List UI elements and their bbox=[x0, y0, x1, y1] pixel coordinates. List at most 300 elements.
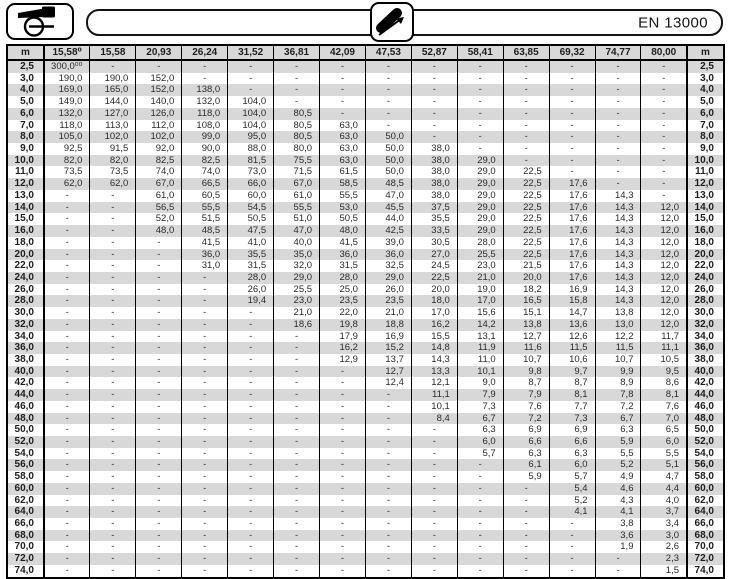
capacity-cell: - bbox=[228, 342, 274, 354]
capacity-cell: - bbox=[457, 518, 503, 530]
capacity-cell: - bbox=[182, 284, 228, 296]
boom-length-header: 15,58⁰ bbox=[44, 45, 90, 60]
capacity-cell: - bbox=[44, 295, 90, 307]
capacity-cell: 6,3 bbox=[549, 448, 595, 460]
capacity-cell: 9,9 bbox=[595, 366, 641, 378]
capacity-cell: - bbox=[457, 495, 503, 507]
radius-cell: 34,0 bbox=[687, 331, 724, 343]
capacity-cell: 7,6 bbox=[641, 401, 687, 413]
capacity-cell: - bbox=[90, 530, 136, 542]
capacity-cell: 61,0 bbox=[274, 190, 320, 202]
capacity-cell: 28,0 bbox=[228, 272, 274, 284]
radius-cell: 30,0 bbox=[7, 307, 44, 319]
capacity-cell: - bbox=[365, 73, 411, 85]
capacity-cell: - bbox=[136, 424, 182, 436]
radius-cell: 26,0 bbox=[7, 284, 44, 296]
capacity-cell: - bbox=[503, 565, 549, 578]
table-row bbox=[7, 530, 724, 542]
capacity-cell: 73,5 bbox=[90, 166, 136, 178]
radius-cell: 44,0 bbox=[687, 389, 724, 401]
capacity-cell: - bbox=[365, 108, 411, 120]
capacity-cell: - bbox=[641, 190, 687, 202]
capacity-cell: 41,0 bbox=[228, 237, 274, 249]
boom-length-header: 52,87 bbox=[411, 45, 457, 60]
capacity-cell: - bbox=[365, 471, 411, 483]
table-row bbox=[7, 60, 724, 73]
capacity-cell: - bbox=[44, 366, 90, 378]
radius-cell: 68,0 bbox=[7, 530, 44, 542]
capacity-cell: - bbox=[44, 307, 90, 319]
capacity-cell: - bbox=[274, 377, 320, 389]
capacity-cell: - bbox=[365, 459, 411, 471]
capacity-cell: - bbox=[503, 553, 549, 565]
radius-cell: 34,0 bbox=[7, 331, 44, 343]
capacity-cell: 31,5 bbox=[228, 260, 274, 272]
capacity-cell: - bbox=[274, 553, 320, 565]
capacity-cell: 15,6 bbox=[457, 307, 503, 319]
table-row bbox=[7, 120, 724, 132]
capacity-cell: - bbox=[44, 260, 90, 272]
table-row bbox=[7, 565, 724, 578]
capacity-cell: 11,1 bbox=[411, 389, 457, 401]
boom-length-header: 31,52 bbox=[228, 45, 274, 60]
capacity-cell: - bbox=[228, 436, 274, 448]
capacity-cell: - bbox=[182, 307, 228, 319]
capacity-cell: 104,0 bbox=[228, 96, 274, 108]
capacity-cell: 5,2 bbox=[595, 459, 641, 471]
table-row bbox=[7, 237, 724, 249]
capacity-cell: 112,0 bbox=[136, 120, 182, 132]
capacity-cell: 53,0 bbox=[320, 202, 366, 214]
capacity-cell: - bbox=[136, 366, 182, 378]
capacity-cell: - bbox=[503, 483, 549, 495]
capacity-cell: 45,5 bbox=[365, 202, 411, 214]
table-row bbox=[7, 260, 724, 272]
capacity-cell: 60,5 bbox=[182, 190, 228, 202]
unit-header-right: m bbox=[687, 45, 724, 60]
capacity-cell: - bbox=[503, 120, 549, 132]
capacity-cell: 31,5 bbox=[320, 260, 366, 272]
radius-cell: 52,0 bbox=[7, 436, 44, 448]
capacity-cell: 16,2 bbox=[411, 319, 457, 331]
capacity-cell: 48,5 bbox=[182, 225, 228, 237]
capacity-cell: - bbox=[503, 108, 549, 120]
capacity-cell: - bbox=[457, 143, 503, 155]
capacity-cell: 17,6 bbox=[549, 213, 595, 225]
capacity-cell: 41,5 bbox=[182, 237, 228, 249]
capacity-cell: 71,5 bbox=[274, 166, 320, 178]
capacity-cell: - bbox=[44, 342, 90, 354]
capacity-cell: - bbox=[44, 448, 90, 460]
capacity-cell: - bbox=[182, 424, 228, 436]
radius-cell: 12,0 bbox=[7, 178, 44, 190]
capacity-cell: 99,0 bbox=[182, 131, 228, 143]
capacity-cell: 4,0 bbox=[641, 495, 687, 507]
capacity-cell: - bbox=[136, 471, 182, 483]
capacity-cell: - bbox=[365, 389, 411, 401]
capacity-cell: 38,0 bbox=[411, 143, 457, 155]
capacity-cell: 50,0 bbox=[365, 131, 411, 143]
capacity-cell: - bbox=[136, 319, 182, 331]
capacity-cell: - bbox=[136, 260, 182, 272]
capacity-cell: - bbox=[503, 96, 549, 108]
capacity-cell: - bbox=[411, 506, 457, 518]
capacity-cell: - bbox=[44, 413, 90, 425]
table-row bbox=[7, 424, 724, 436]
capacity-cell: 5,5 bbox=[595, 448, 641, 460]
capacity-cell: - bbox=[182, 354, 228, 366]
capacity-cell: - bbox=[365, 506, 411, 518]
capacity-cell: 47,5 bbox=[228, 225, 274, 237]
capacity-cell: - bbox=[274, 389, 320, 401]
radius-cell: 72,0 bbox=[687, 553, 724, 565]
capacity-cell: - bbox=[136, 60, 182, 73]
capacity-cell: 132,0 bbox=[182, 96, 228, 108]
capacity-cell: 6,9 bbox=[503, 424, 549, 436]
capacity-cell: - bbox=[228, 483, 274, 495]
capacity-cell: 12,0 bbox=[641, 237, 687, 249]
capacity-cell: - bbox=[457, 541, 503, 553]
capacity-cell: 9,5 bbox=[641, 366, 687, 378]
capacity-cell: 40,0 bbox=[274, 237, 320, 249]
capacity-cell: 12,0 bbox=[641, 225, 687, 237]
table-row bbox=[7, 389, 724, 401]
capacity-cell: - bbox=[182, 366, 228, 378]
capacity-cell: 63,0 bbox=[320, 143, 366, 155]
capacity-cell: - bbox=[320, 506, 366, 518]
table-row bbox=[7, 483, 724, 495]
capacity-cell: - bbox=[182, 565, 228, 578]
capacity-cell: 127,0 bbox=[90, 108, 136, 120]
capacity-cell: - bbox=[44, 389, 90, 401]
capacity-cell: - bbox=[182, 530, 228, 542]
capacity-cell: 17,6 bbox=[549, 178, 595, 190]
capacity-cell: - bbox=[365, 413, 411, 425]
capacity-cell: 17,6 bbox=[549, 190, 595, 202]
capacity-cell: - bbox=[411, 565, 457, 578]
capacity-cell: - bbox=[136, 413, 182, 425]
capacity-cell: 105,0 bbox=[44, 131, 90, 143]
capacity-cell: - bbox=[90, 225, 136, 237]
table-row bbox=[7, 73, 724, 85]
capacity-cell: - bbox=[90, 483, 136, 495]
capacity-cell: - bbox=[90, 506, 136, 518]
capacity-cell: - bbox=[136, 295, 182, 307]
capacity-cell: 118,0 bbox=[182, 108, 228, 120]
capacity-cell: - bbox=[549, 553, 595, 565]
capacity-cell: - bbox=[182, 295, 228, 307]
capacity-cell: 13,3 bbox=[411, 366, 457, 378]
radius-cell: 60,0 bbox=[687, 483, 724, 495]
capacity-cell: 20,0 bbox=[411, 284, 457, 296]
capacity-cell: 25,5 bbox=[274, 284, 320, 296]
capacity-cell: 11,1 bbox=[641, 342, 687, 354]
capacity-cell: 13,0 bbox=[595, 319, 641, 331]
radius-cell: 32,0 bbox=[687, 319, 724, 331]
capacity-cell: - bbox=[136, 541, 182, 553]
capacity-cell: 1,5 bbox=[641, 565, 687, 578]
capacity-cell: - bbox=[503, 155, 549, 167]
capacity-cell: 6,3 bbox=[595, 424, 641, 436]
capacity-cell: - bbox=[90, 319, 136, 331]
capacity-cell: 12,0 bbox=[641, 307, 687, 319]
capacity-cell: - bbox=[90, 237, 136, 249]
capacity-cell: 55,5 bbox=[182, 202, 228, 214]
capacity-cell: 50,5 bbox=[320, 213, 366, 225]
radius-cell: 7,0 bbox=[687, 120, 724, 132]
capacity-cell: - bbox=[182, 272, 228, 284]
capacity-cell: - bbox=[457, 60, 503, 73]
boom-length-header: 42,09 bbox=[320, 45, 366, 60]
capacity-cell: 12,0 bbox=[641, 295, 687, 307]
capacity-cell: 17,6 bbox=[549, 225, 595, 237]
capacity-cell: 11,9 bbox=[457, 342, 503, 354]
capacity-cell: - bbox=[90, 541, 136, 553]
capacity-cell: 47,0 bbox=[365, 190, 411, 202]
capacity-cell: 80,5 bbox=[274, 108, 320, 120]
capacity-cell: - bbox=[136, 448, 182, 460]
capacity-cell: - bbox=[549, 518, 595, 530]
radius-cell: 54,0 bbox=[7, 448, 44, 460]
capacity-cell: 36,0 bbox=[182, 249, 228, 261]
table-row bbox=[7, 448, 724, 460]
capacity-cell: 63,0 bbox=[320, 155, 366, 167]
capacity-cell: 28,0 bbox=[457, 237, 503, 249]
capacity-cell: 138,0 bbox=[182, 84, 228, 96]
capacity-cell: 5,7 bbox=[457, 448, 503, 460]
capacity-cell: - bbox=[274, 495, 320, 507]
capacity-cell: - bbox=[365, 565, 411, 578]
capacity-cell: 18,2 bbox=[503, 284, 549, 296]
capacity-cell: 19,4 bbox=[228, 295, 274, 307]
capacity-cell: - bbox=[274, 413, 320, 425]
radius-cell: 50,0 bbox=[7, 424, 44, 436]
capacity-cell: - bbox=[90, 249, 136, 261]
capacity-cell: 17,9 bbox=[320, 331, 366, 343]
capacity-cell: - bbox=[90, 213, 136, 225]
capacity-cell: 29,0 bbox=[457, 213, 503, 225]
radius-cell: 10,0 bbox=[7, 155, 44, 167]
capacity-cell: 190,0 bbox=[44, 73, 90, 85]
capacity-cell: 80,5 bbox=[274, 120, 320, 132]
capacity-cell: 17,6 bbox=[549, 237, 595, 249]
capacity-cell: 12,9 bbox=[320, 354, 366, 366]
capacity-cell: 5,5 bbox=[641, 448, 687, 460]
capacity-cell: 82,5 bbox=[136, 155, 182, 167]
capacity-cell: 28,0 bbox=[320, 272, 366, 284]
capacity-cell: 54,5 bbox=[228, 202, 274, 214]
radius-cell: 3,0 bbox=[7, 73, 44, 85]
capacity-cell: 6,1 bbox=[503, 459, 549, 471]
capacity-cell: 14,3 bbox=[595, 284, 641, 296]
table-row bbox=[7, 553, 724, 565]
capacity-cell: 6,3 bbox=[457, 424, 503, 436]
capacity-cell: - bbox=[228, 389, 274, 401]
capacity-cell: 6,7 bbox=[457, 413, 503, 425]
capacity-cell: 38,0 bbox=[411, 155, 457, 167]
capacity-cell: - bbox=[549, 96, 595, 108]
capacity-cell: - bbox=[320, 448, 366, 460]
capacity-cell: 17,6 bbox=[549, 202, 595, 214]
boom-length-header: 15,58 bbox=[90, 45, 136, 60]
capacity-cell: - bbox=[228, 506, 274, 518]
capacity-cell: 7,0 bbox=[641, 413, 687, 425]
capacity-cell: - bbox=[228, 459, 274, 471]
capacity-cell: 22,5 bbox=[503, 166, 549, 178]
capacity-cell: - bbox=[182, 60, 228, 73]
radius-cell: 5,0 bbox=[7, 96, 44, 108]
capacity-cell: 51,5 bbox=[182, 213, 228, 225]
capacity-cell: 80,5 bbox=[274, 131, 320, 143]
capacity-cell: 92,0 bbox=[136, 143, 182, 155]
capacity-cell: 29,0 bbox=[457, 178, 503, 190]
capacity-cell: 95,0 bbox=[228, 131, 274, 143]
capacity-cell: - bbox=[182, 506, 228, 518]
capacity-cell: 29,0 bbox=[274, 272, 320, 284]
capacity-cell: 5,7 bbox=[549, 471, 595, 483]
radius-cell: 72,0 bbox=[7, 553, 44, 565]
capacity-cell: - bbox=[411, 541, 457, 553]
capacity-cell: 13,6 bbox=[549, 319, 595, 331]
radius-cell: 48,0 bbox=[7, 413, 44, 425]
capacity-cell: - bbox=[320, 108, 366, 120]
boom-length-header: 36,81 bbox=[274, 45, 320, 60]
capacity-cell: 26,0 bbox=[228, 284, 274, 296]
capacity-cell: 15,8 bbox=[549, 295, 595, 307]
capacity-cell: - bbox=[90, 295, 136, 307]
capacity-cell: 18,6 bbox=[274, 319, 320, 331]
radius-cell: 10,0 bbox=[687, 155, 724, 167]
radius-cell: 46,0 bbox=[687, 401, 724, 413]
capacity-cell: 11,5 bbox=[595, 342, 641, 354]
capacity-cell: - bbox=[320, 518, 366, 530]
capacity-cell: - bbox=[228, 553, 274, 565]
radius-cell: 18,0 bbox=[7, 237, 44, 249]
capacity-cell: 190,0 bbox=[90, 73, 136, 85]
capacity-cell: 50,0 bbox=[365, 166, 411, 178]
table-row bbox=[7, 331, 724, 343]
capacity-cell: - bbox=[549, 565, 595, 578]
capacity-cell: 48,5 bbox=[365, 178, 411, 190]
capacity-cell: 67,0 bbox=[136, 178, 182, 190]
capacity-cell: 3,4 bbox=[641, 518, 687, 530]
capacity-cell: - bbox=[228, 530, 274, 542]
capacity-cell: - bbox=[228, 354, 274, 366]
capacity-cell: - bbox=[641, 178, 687, 190]
capacity-cell: - bbox=[182, 448, 228, 460]
capacity-cell: 5,2 bbox=[549, 495, 595, 507]
capacity-cell: 22,5 bbox=[503, 213, 549, 225]
capacity-cell: - bbox=[274, 73, 320, 85]
capacity-cell: - bbox=[320, 459, 366, 471]
capacity-cell: 14,3 bbox=[595, 272, 641, 284]
radius-cell: 56,0 bbox=[687, 459, 724, 471]
capacity-cell: 15,1 bbox=[503, 307, 549, 319]
capacity-cell: 12,0 bbox=[641, 213, 687, 225]
capacity-cell: - bbox=[182, 319, 228, 331]
capacity-cell: - bbox=[457, 459, 503, 471]
capacity-cell: 10,7 bbox=[503, 354, 549, 366]
capacity-cell: 22,5 bbox=[411, 272, 457, 284]
capacity-cell: - bbox=[136, 495, 182, 507]
capacity-cell: - bbox=[44, 424, 90, 436]
capacity-cell: - bbox=[44, 530, 90, 542]
radius-cell: 22,0 bbox=[687, 260, 724, 272]
capacity-cell: 30,5 bbox=[411, 237, 457, 249]
capacity-cell: - bbox=[90, 459, 136, 471]
capacity-cell: - bbox=[136, 459, 182, 471]
standard-label: EN 13000 bbox=[638, 14, 708, 31]
capacity-cell: 4,9 bbox=[595, 471, 641, 483]
capacity-cell: 13,8 bbox=[595, 307, 641, 319]
capacity-cell: 9,0 bbox=[457, 377, 503, 389]
table-row bbox=[7, 307, 724, 319]
radius-cell: 28,0 bbox=[687, 295, 724, 307]
capacity-cell: 6,0 bbox=[457, 436, 503, 448]
capacity-cell: - bbox=[90, 190, 136, 202]
capacity-cell: - bbox=[411, 73, 457, 85]
capacity-cell: - bbox=[457, 120, 503, 132]
capacity-cell: - bbox=[136, 377, 182, 389]
capacity-cell: - bbox=[136, 401, 182, 413]
capacity-cell: 4,6 bbox=[595, 483, 641, 495]
radius-cell: 13,0 bbox=[7, 190, 44, 202]
capacity-cell: 13,7 bbox=[365, 354, 411, 366]
capacity-cell: 29,0 bbox=[457, 202, 503, 214]
capacity-cell: 32,5 bbox=[365, 260, 411, 272]
table-row bbox=[7, 377, 724, 389]
capacity-cell: 12,0 bbox=[641, 249, 687, 261]
capacity-cell: - bbox=[44, 225, 90, 237]
capacity-cell: 9,8 bbox=[503, 366, 549, 378]
capacity-cell: - bbox=[44, 471, 90, 483]
capacity-cell: 66,0 bbox=[228, 178, 274, 190]
radius-cell: 6,0 bbox=[687, 108, 724, 120]
capacity-cell: 7,8 bbox=[595, 389, 641, 401]
capacity-cell: 50,5 bbox=[228, 213, 274, 225]
capacity-cell: - bbox=[641, 73, 687, 85]
capacity-cell: - bbox=[365, 96, 411, 108]
capacity-cell: - bbox=[503, 530, 549, 542]
capacity-cell: 7,2 bbox=[503, 413, 549, 425]
radius-cell: 74,0 bbox=[687, 565, 724, 578]
table-row bbox=[7, 213, 724, 225]
radius-cell: 30,0 bbox=[687, 307, 724, 319]
capacity-cell: 62,0 bbox=[90, 178, 136, 190]
capacity-cell: 82,5 bbox=[182, 155, 228, 167]
capacity-cell: 24,5 bbox=[411, 260, 457, 272]
capacity-cell: - bbox=[90, 389, 136, 401]
capacity-cell: - bbox=[136, 565, 182, 578]
table-row bbox=[7, 436, 724, 448]
capacity-cell: 12,0 bbox=[641, 272, 687, 284]
capacity-cell: - bbox=[44, 565, 90, 578]
capacity-cell: 22,5 bbox=[503, 190, 549, 202]
capacity-cell: - bbox=[457, 553, 503, 565]
capacity-cell: - bbox=[228, 424, 274, 436]
radius-cell: 66,0 bbox=[687, 518, 724, 530]
capacity-cell: - bbox=[595, 73, 641, 85]
capacity-cell: - bbox=[595, 108, 641, 120]
capacity-cell: 12,0 bbox=[641, 319, 687, 331]
table-header-row bbox=[7, 45, 724, 60]
capacity-cell: 37,5 bbox=[411, 202, 457, 214]
radius-cell: 42,0 bbox=[687, 377, 724, 389]
capacity-cell: - bbox=[274, 401, 320, 413]
capacity-cell: - bbox=[503, 518, 549, 530]
capacity-cell: 56,5 bbox=[136, 202, 182, 214]
capacity-cell: - bbox=[90, 272, 136, 284]
